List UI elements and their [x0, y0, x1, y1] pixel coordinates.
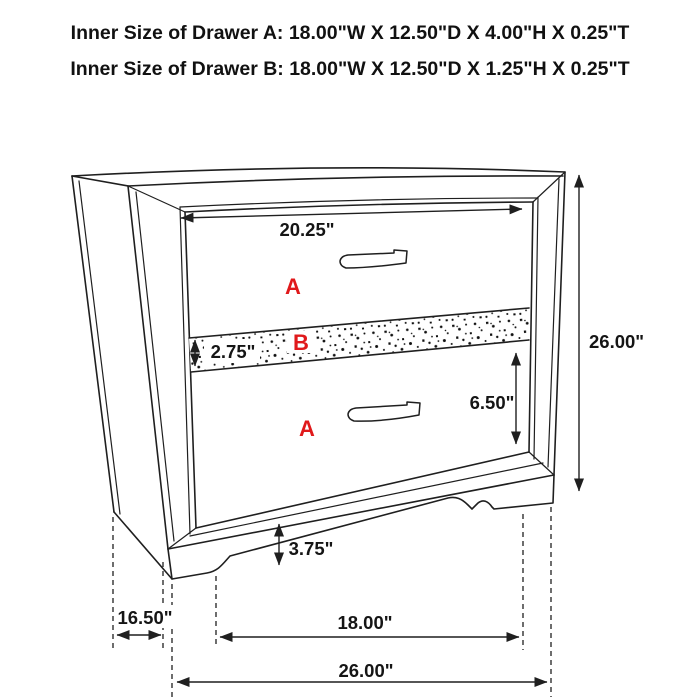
base-height-value: 3.75" [288, 538, 334, 559]
bottom-drawer-label: A [299, 416, 315, 441]
header-line-1: Inner Size of Drawer A: 18.00"W X 12.50"D X 4.00"H X 0.25"T [70, 22, 630, 44]
dimension-opening-width [181, 209, 522, 240]
dimension-total-height [579, 175, 644, 491]
dimension-inner-width [220, 612, 519, 637]
dimension-bottom-drawer-height [470, 353, 516, 444]
middle-strip-label: B [293, 330, 309, 355]
cabinet-top-surface [72, 168, 565, 186]
top-drawer-label: A [285, 274, 301, 299]
dimension-strip-height [195, 339, 260, 366]
strip-height-value: 2.75" [210, 341, 256, 362]
dimension-depth [114, 605, 176, 635]
extension-lines [113, 507, 551, 697]
cabinet-left-panel [72, 176, 172, 579]
depth-value: 16.50" [117, 607, 173, 628]
inner-width-value: 18.00" [337, 612, 393, 633]
total-width-value: 26.00" [338, 660, 394, 681]
dimension-total-width [177, 660, 547, 682]
total-height-value: 26.00" [589, 331, 645, 352]
bottom-drawer-height-value: 6.50" [469, 392, 515, 413]
opening-width-value: 20.25" [279, 219, 335, 240]
top-drawer-handle [340, 250, 407, 268]
header-line-2: Inner Size of Drawer B: 18.00"W X 12.50"D X 1.25"H X 0.25"T [70, 58, 630, 80]
header [70, 22, 629, 80]
bottom-drawer-handle [348, 402, 420, 421]
